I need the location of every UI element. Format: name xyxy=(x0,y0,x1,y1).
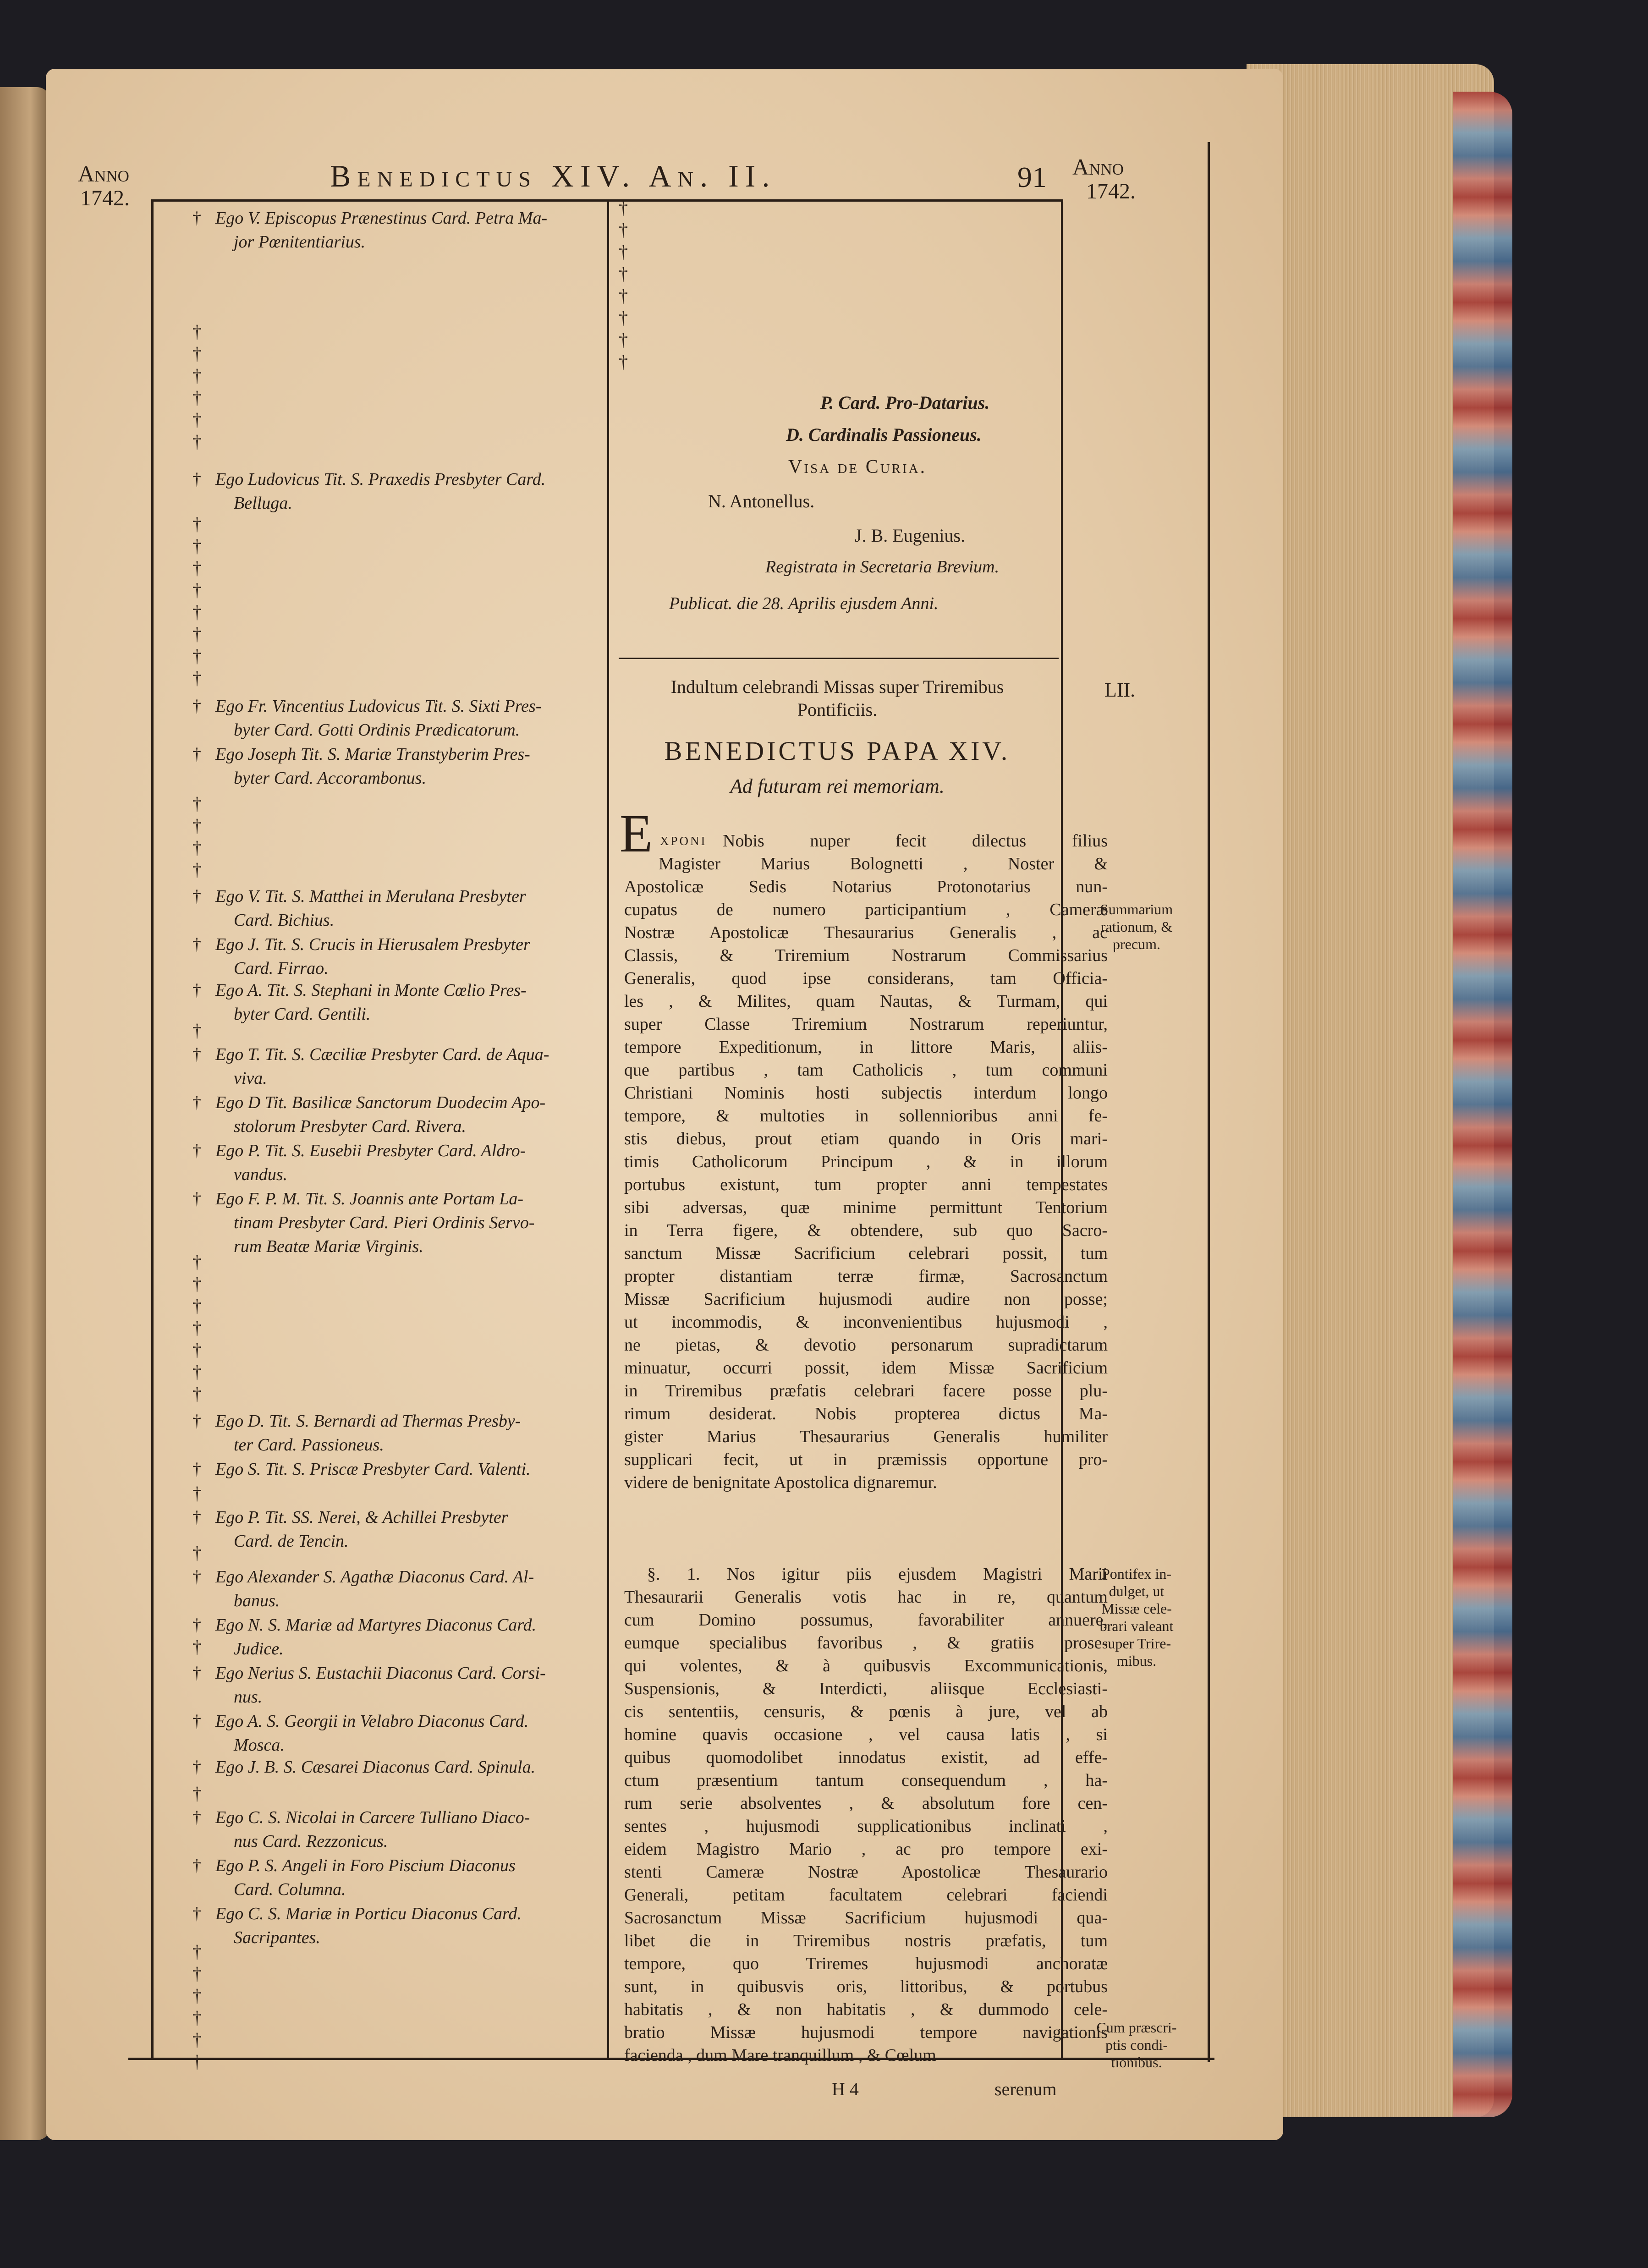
text-line: cum Domino possumus, favorabiliter annuere, xyxy=(624,1610,1108,1630)
dagger: † xyxy=(192,668,202,688)
margin-note-line: super Trire- xyxy=(1102,1635,1171,1652)
text-line: Nobis nuper fecit dilectus filius xyxy=(723,831,1108,851)
signature-line: Ego P. Tit. SS. Nerei, & Achillei Presbyter xyxy=(215,1508,508,1527)
left-frame-rule xyxy=(151,199,154,2060)
anno-right: Anno xyxy=(1072,154,1124,180)
text-line: tempore Expeditionum, in littore Maris, aliis- xyxy=(624,1038,1108,1057)
dagger: † xyxy=(192,1904,201,1923)
signature-line: byter Card. Gotti Ordinis Prædicatorum. xyxy=(234,720,520,740)
dagger: † xyxy=(619,286,628,306)
dagger: † xyxy=(192,1340,202,1360)
text-line: Suspensionis, & Interdicti, aliisque Ecclesiasti- xyxy=(624,1679,1108,1698)
dagger: † xyxy=(192,431,202,452)
signature-entry xyxy=(192,1902,674,1949)
signature-entry xyxy=(192,1854,674,1901)
margin-note-line: rationum, & xyxy=(1100,918,1173,935)
right-frame-rule xyxy=(1208,142,1210,2062)
signature-line: ter Card. Passioneus. xyxy=(234,1435,384,1455)
dagger: † xyxy=(192,1296,202,1316)
dagger: † xyxy=(192,1783,202,1804)
paragraph-2 xyxy=(624,1563,1108,2067)
text-line: bratio Missæ hujusmodi tempore navigationis xyxy=(624,2023,1108,2042)
dagger: † xyxy=(192,1941,202,1962)
text-line: Generalis, quod ipse considerans, tam Officia- xyxy=(624,969,1108,988)
dagger: † xyxy=(192,1712,201,1731)
signature-entry xyxy=(192,933,674,980)
dagger: † xyxy=(192,558,202,578)
dagger: † xyxy=(619,198,628,218)
dagger: † xyxy=(192,624,202,644)
margin-note-line: Pontifex in- xyxy=(1102,1565,1171,1582)
text-line: videre de benignitate Apostolica dignaremur. xyxy=(624,1473,937,1492)
text-line: gister Marius Thesaurarius Generalis humiliter xyxy=(624,1427,1108,1446)
text-line: sentes , hujusmodi supplicationibus inclinati , xyxy=(624,1817,1108,1836)
dagger: † xyxy=(192,1636,202,1657)
text-line: Apostolicæ Sedis Notarius Protonotarius nun- xyxy=(624,877,1108,896)
margin-note-pontifex xyxy=(1070,1565,1203,1669)
signature-line: jor Pœnitentiarius. xyxy=(234,232,366,252)
text-line: §. 1. Nos igitur piis ejusdem Magistri Marii xyxy=(647,1565,1108,1584)
document-number: LII. xyxy=(1104,679,1136,701)
dagger: † xyxy=(192,815,202,836)
dagger: † xyxy=(192,859,202,880)
text-line: Nostræ Apostolicæ Thesaurarius Generalis , ac xyxy=(624,923,1108,942)
text-line: cupatus de numero participantium , Cameræ xyxy=(624,900,1108,919)
year-left: 1742. xyxy=(80,186,130,210)
document-summary-line1: Indultum celebrandi Missas super Triremibus xyxy=(670,676,1004,697)
signature-line: Card. de Tencin. xyxy=(234,1532,349,1551)
text-line: habitatis , & non habitatis , & dummodo cele- xyxy=(624,2000,1108,2019)
signature-line: Mosca. xyxy=(234,1735,285,1755)
signature-line: Ego Joseph Tit. S. Mariæ Transtyberim Pres- xyxy=(215,745,530,764)
text-line: homine quavis occasione , vel causa latis , si xyxy=(624,1725,1108,1744)
anno-left: Anno xyxy=(78,161,129,187)
text-line: que partibus , tam Catholicis , tum communi xyxy=(624,1060,1108,1080)
dagger: † xyxy=(619,329,628,350)
margin-note-line: brari valeant xyxy=(1099,1618,1174,1634)
publication-date: Publicat. die 28. Aprilis ejusdem Anni. xyxy=(669,594,939,613)
drop-initial: E xyxy=(620,803,653,863)
dagger: † xyxy=(192,1141,201,1160)
text-line: Christiani Nominis hosti subjectis interdum longo xyxy=(624,1083,1108,1103)
signature-entry xyxy=(192,884,674,932)
text-line: Classis, & Triremium Nostrarum Commissarius xyxy=(624,946,1108,965)
signature-line: Ego F. P. M. Tit. S. Joannis ante Portam La- xyxy=(215,1189,524,1208)
text-line: in Terra figere, & obtendere, sub quo Sacro- xyxy=(624,1221,1108,1240)
dagger: † xyxy=(192,837,202,858)
catchword: serenum xyxy=(994,2079,1057,2099)
signature-entry xyxy=(192,1091,674,1138)
text-line: sunt, in quibusvis oris, littoribus, & portubus xyxy=(624,1977,1108,1996)
margin-note-line: tionibus. xyxy=(1111,2054,1162,2070)
signature-entry xyxy=(192,742,674,790)
text-line: Thesaurarii Generalis votis hac in re, quantum xyxy=(624,1587,1108,1607)
signature-passioneus: D. Cardinalis Passioneus. xyxy=(786,424,982,445)
running-head: Benedictus XIV. An. II. xyxy=(330,159,776,193)
dagger: † xyxy=(192,209,201,228)
text-line: eumque specialibus favoribus , & gratiis prose- xyxy=(624,1633,1108,1653)
signature-line: nus. xyxy=(234,1687,263,1707)
dagger: † xyxy=(192,1460,201,1479)
signature-line: nus Card. Rezzonicus. xyxy=(234,1832,388,1851)
text-line: libet die in Triremibus nostris præfatis, tum xyxy=(624,1931,1108,1950)
text-line: quibus quomodolibet innodatus existit, ad effe- xyxy=(624,1748,1108,1767)
signature-line: Card. Firrao. xyxy=(234,959,329,978)
signature-line: Ego D Tit. Basilicæ Sanctorum Duodecim Apo- xyxy=(215,1093,546,1112)
dagger: † xyxy=(192,1543,202,1563)
text-line: rimum desiderat. Nobis propterea dictus Ma- xyxy=(624,1404,1108,1423)
dagger: † xyxy=(192,1411,201,1431)
dagger: † xyxy=(192,470,201,489)
signature-entry xyxy=(192,1139,674,1186)
signature-entry xyxy=(192,467,674,515)
signature-line: byter Card. Gentili. xyxy=(234,1005,371,1024)
registrata-note: Registrata in Secretaria Brevium. xyxy=(765,557,1000,577)
text-line: in Triremibus præfatis celebrari facere posse plu- xyxy=(624,1381,1108,1400)
dagger: † xyxy=(192,1318,202,1338)
text-line: eidem Magistro Mario , ac pro tempore exi- xyxy=(624,1840,1108,1859)
dagger: † xyxy=(192,1384,202,1404)
signature-line: Ego C. S. Nicolai in Carcere Tulliano Diaco- xyxy=(215,1808,530,1827)
signature-line: Ego A. S. Georgii in Velabro Diaconus Card. xyxy=(215,1712,529,1731)
dagger: † xyxy=(619,220,628,240)
signature-entry xyxy=(192,1457,674,1481)
dagger: † xyxy=(192,1963,202,1984)
signature-line: Ego D. Tit. S. Bernardi ad Thermas Presby- xyxy=(215,1411,521,1431)
text-line: Generali, petitam facultatem celebrari faciendi xyxy=(624,1885,1108,1905)
signature-entry xyxy=(192,1565,674,1613)
signature-line: Belluga. xyxy=(234,494,292,513)
signature-pro-datarius: P. Card. Pro-Datarius. xyxy=(820,392,990,413)
signature-entry xyxy=(192,1661,674,1709)
dagger: † xyxy=(192,646,202,666)
visa-de-curia: Visa de Curia. xyxy=(788,456,927,478)
signature-line: Ego N. S. Mariæ ad Martyres Diaconus Card. xyxy=(215,1615,537,1635)
signature-line: Ego T. Tit. S. Cæciliæ Presbyter Card. de Aqua- xyxy=(215,1045,549,1064)
margin-note-line: Summarium xyxy=(1100,901,1173,917)
text-line: cis sententiis, censuris, & pœnis à jure, vel ab xyxy=(624,1702,1108,1721)
text-line: minuatur, occurri possit, idem Missæ Sacrificium xyxy=(624,1358,1108,1378)
signature-line: Ego C. S. Mariæ in Porticu Diaconus Card. xyxy=(215,1904,522,1923)
dagger: † xyxy=(619,264,628,284)
signature-eugenius: J. B. Eugenius. xyxy=(855,525,966,546)
signature-entry xyxy=(192,1409,674,1457)
dagger: † xyxy=(192,887,201,906)
right-daggers xyxy=(619,197,628,373)
text-line: Sacrosanctum Missæ Sacrificium hujusmodi qua- xyxy=(624,1908,1108,1928)
signature-entry xyxy=(192,1505,674,1553)
text-line: super Classe Triremium Nostrarum reperiuntur, xyxy=(624,1015,1108,1034)
dagger: † xyxy=(192,1615,201,1635)
text-line: qui volentes, & à quibusvis Excommunicationis, xyxy=(624,1656,1108,1675)
text-line: Missæ Sacrificium hujusmodi audire non posse; xyxy=(624,1290,1108,1309)
dagger: † xyxy=(192,1985,202,2006)
dagger: † xyxy=(192,1020,202,1041)
text-line: supplicari fecit, ut in præmissis opportune pro- xyxy=(624,1450,1108,1469)
text-line: propter distantiam terræ firmæ, Sacrosanctum xyxy=(624,1267,1108,1286)
dagger: † xyxy=(192,343,202,364)
signature-line: Ego P. Tit. S. Eusebii Presbyter Card. Aldro- xyxy=(215,1141,526,1160)
signature-line: viva. xyxy=(234,1069,267,1088)
signature-entry xyxy=(192,1043,674,1090)
document-subheading: Ad futuram rei memoriam. xyxy=(730,775,945,797)
signature-line: Ego Nerius S. Eustachii Diaconus Card. Corsi- xyxy=(215,1664,546,1683)
dagger: † xyxy=(192,1483,202,1504)
signature-line: byter Card. Accorambonus. xyxy=(234,769,427,788)
margin-note-line: Cum præscri- xyxy=(1096,2019,1177,2036)
document-heading: BENEDICTUS PAPA XIV. xyxy=(664,736,1011,766)
dagger: † xyxy=(192,1664,201,1683)
signature-line: Ego P. S. Angeli in Foro Piscium Diaconus xyxy=(215,1856,516,1875)
dagger: † xyxy=(192,536,202,556)
signature-mark: H 4 xyxy=(832,2079,859,2099)
signature-line: Ego A. Tit. S. Stephani in Monte Cœlio Pres- xyxy=(215,981,527,1000)
dagger: † xyxy=(192,1808,201,1827)
margin-note-summarium xyxy=(1070,901,1203,953)
dagger: † xyxy=(192,387,202,408)
dagger: † xyxy=(192,2051,202,2072)
signature-entry xyxy=(192,1709,674,1757)
text-line: portubus existunt, tum propter anni tempestates xyxy=(624,1175,1108,1194)
signature-antonellus: N. Antonellus. xyxy=(708,491,815,511)
margin-note-line: ptis condi- xyxy=(1105,2037,1168,2053)
signature-line: Sacripantes. xyxy=(234,1928,320,1947)
signature-entry xyxy=(192,1806,674,1853)
dagger: † xyxy=(192,1567,201,1587)
signature-line: Judice. xyxy=(234,1639,284,1658)
book-page xyxy=(46,69,1283,2140)
document-summary-line2: Pontificiis. xyxy=(797,699,878,720)
text-line: ut incommodis, & inconvenientibus hujusmodi , xyxy=(624,1312,1108,1332)
text-line: tempore, quo Triremes hujusmodi anchoratæ xyxy=(624,1954,1108,1973)
signature-line: Card. Columna. xyxy=(234,1880,346,1899)
text-line: timis Catholicorum Principum , & in illorum xyxy=(624,1152,1108,1171)
signature-line: Ego V. Episcopus Prænestinus Card. Petra Ma- xyxy=(215,209,548,228)
signature-entry xyxy=(192,1613,674,1661)
dagger: † xyxy=(192,793,202,814)
signature-line: Ego Fr. Vincentius Ludovicus Tit. S. Sixti Pres- xyxy=(215,697,542,716)
text-line: stis diebus, prout etiam quando in Oris mari- xyxy=(624,1129,1108,1148)
margin-note-line: mibus. xyxy=(1116,1653,1157,1669)
year-right: 1742. xyxy=(1086,179,1136,203)
margin-note-line: Missæ cele- xyxy=(1101,1600,1172,1617)
dagger: † xyxy=(192,1757,201,1777)
dagger: † xyxy=(192,697,201,716)
paragraph-1 xyxy=(624,829,1108,1494)
dagger: † xyxy=(192,1362,202,1382)
dagger: † xyxy=(192,1045,201,1064)
text-line: facienda , dum Mare tranquillum , & Cœlum xyxy=(624,2046,936,2065)
dagger: † xyxy=(619,308,628,328)
dagger: † xyxy=(619,351,628,372)
dagger: † xyxy=(192,409,202,430)
signature-line: rum Beatæ Mariæ Virginis. xyxy=(234,1237,423,1256)
signature-line: Ego S. Tit. S. Priscæ Presbyter Card. Valenti. xyxy=(215,1460,531,1479)
text-line: tempore, & multoties in sollennioribus anni fe- xyxy=(624,1106,1108,1126)
signature-entry xyxy=(192,1187,674,1258)
signature-line: Ego V. Tit. S. Matthei in Merulana Presbyter xyxy=(215,887,526,906)
text-line: sanctum Missæ Sacrificium celebrari possit, tum xyxy=(624,1244,1108,1263)
marbled-edge xyxy=(1453,92,1512,2117)
signature-line: banus. xyxy=(234,1591,280,1610)
dagger: † xyxy=(192,514,202,534)
text-line: rum serie absolventes , & absolutum fore cen- xyxy=(624,1794,1108,1813)
first-word: xponi xyxy=(660,830,707,849)
signature-entry xyxy=(192,978,674,1026)
text-line: ctum præsentium tantum consequendum , ha- xyxy=(624,1771,1108,1790)
signature-line: Ego J. B. S. Cæsarei Diaconus Card. Spinula. xyxy=(215,1757,536,1777)
dagger: † xyxy=(192,1508,201,1527)
dagger: † xyxy=(192,2029,202,2050)
dagger: † xyxy=(619,242,628,262)
text-line: ne pietas, & devotio personarum supradictarum xyxy=(624,1335,1108,1355)
margin-note-conditions xyxy=(1070,2019,1203,2071)
facing-page-edge xyxy=(0,87,50,2140)
signature-line: Ego J. Tit. S. Crucis in Hierusalem Presbyter xyxy=(215,935,530,954)
signature-entry xyxy=(192,206,674,254)
margin-note-line: dulget, ut xyxy=(1109,1583,1165,1599)
signature-line: Card. Bichius. xyxy=(234,911,335,930)
dagger: † xyxy=(192,1093,201,1112)
signature-line: Ego Ludovicus Tit. S. Praxedis Presbyter Card. xyxy=(215,470,546,489)
section-rule xyxy=(619,658,1059,659)
dagger: † xyxy=(192,1189,201,1208)
dagger: † xyxy=(192,1274,202,1294)
text-line: stenti Cameræ Nostræ Apostolicæ Thesaurario xyxy=(624,1862,1108,1882)
text-line: les , & Milites, quam Nautas, & Turmam, qui xyxy=(624,992,1108,1011)
signature-line: tinam Presbyter Card. Pieri Ordinis Servo- xyxy=(234,1213,535,1232)
dagger: † xyxy=(192,1252,202,1272)
dagger: † xyxy=(192,745,201,764)
margin-note-line: precum. xyxy=(1113,936,1160,952)
page-number: 91 xyxy=(1017,161,1047,193)
dagger: † xyxy=(192,2007,202,2028)
signature-line: stolorum Presbyter Card. Rivera. xyxy=(234,1117,466,1136)
dagger: † xyxy=(192,981,201,1000)
dagger: † xyxy=(192,580,202,600)
dagger: † xyxy=(192,935,201,954)
signature-entry xyxy=(192,1755,674,1779)
text-line: Magister Marius Bolognetti , Noster & xyxy=(659,854,1108,873)
signature-line: vandus. xyxy=(234,1165,288,1184)
text-line: sibi adversas, quæ minime permittunt Tentorium xyxy=(624,1198,1108,1217)
dagger: † xyxy=(192,1856,201,1875)
signature-line: Ego Alexander S. Agathæ Diaconus Card. Al- xyxy=(215,1567,534,1587)
signature-entry xyxy=(192,694,674,742)
dagger: † xyxy=(192,602,202,622)
dagger: † xyxy=(192,321,202,342)
dagger: † xyxy=(192,365,202,386)
